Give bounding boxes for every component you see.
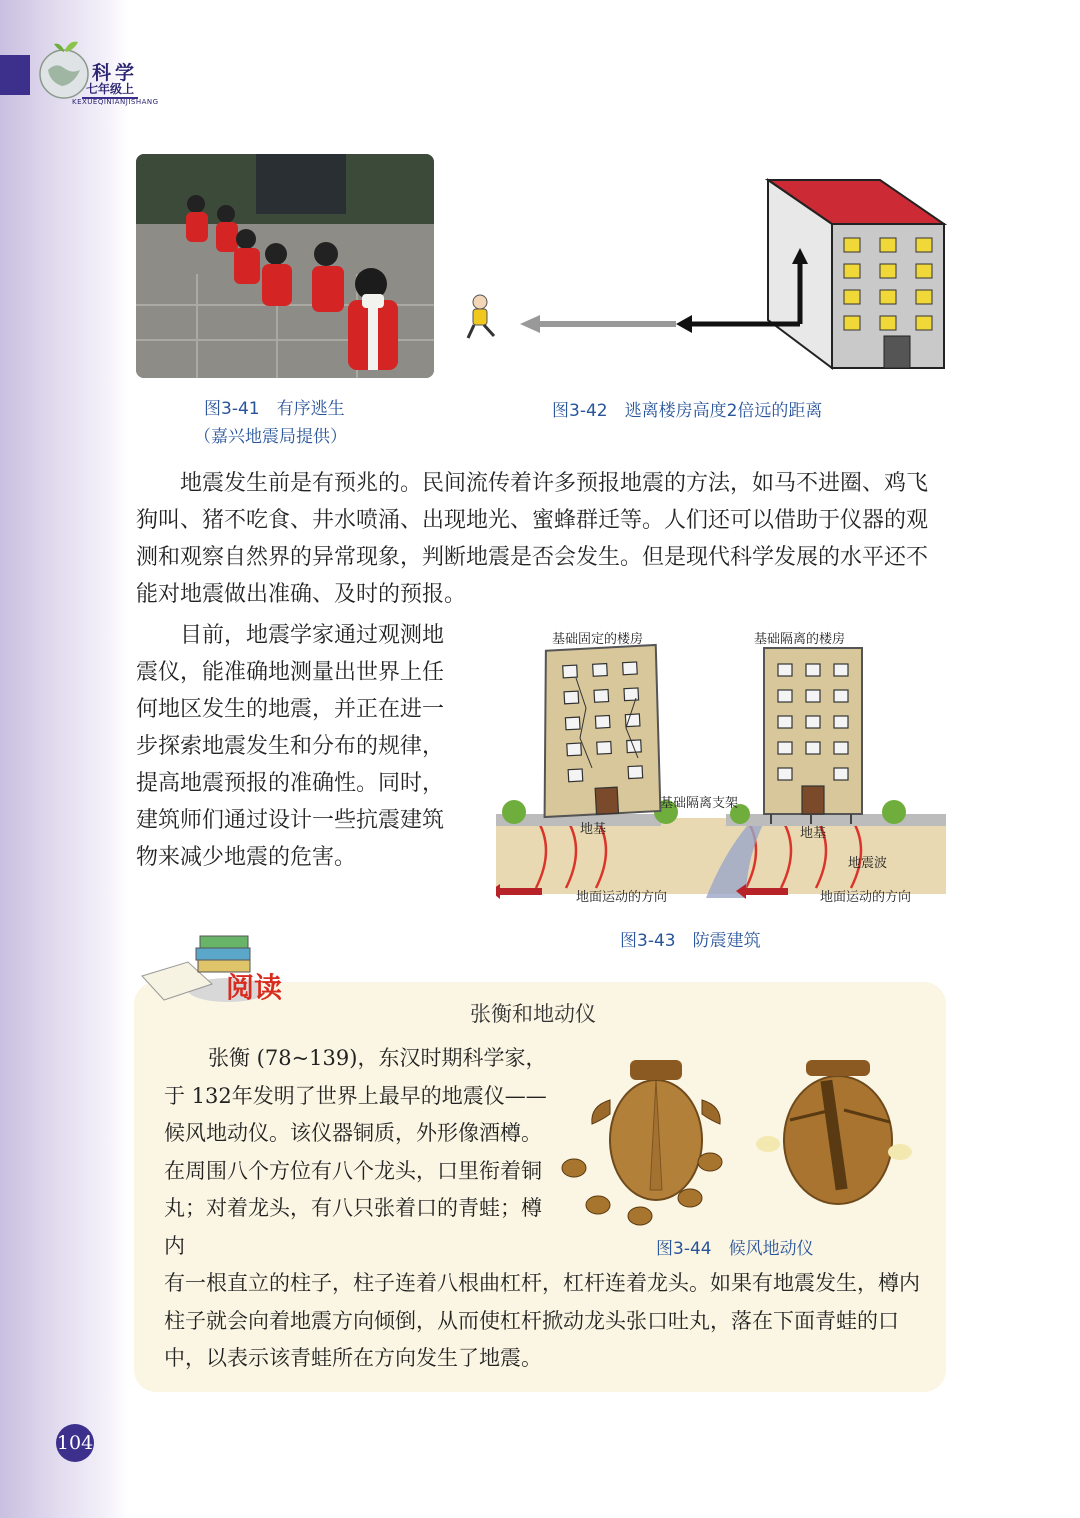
page-number: 104 — [56, 1424, 94, 1462]
label-ground-motion-right: 地面运动的方向 — [820, 890, 912, 905]
label-isolated-building: 基础隔离的楼房 — [754, 632, 846, 647]
fig41-source: （嘉兴地震局提供） — [194, 427, 347, 447]
header-subject: 科学 — [92, 62, 139, 84]
quake-proof-building-figure — [496, 618, 946, 914]
header-pinyin: KEXUEQINIANJISHANG — [72, 98, 159, 106]
label-fixed-building: 基础固定的楼房 — [552, 632, 644, 647]
reading-text-part2: 有一根直立的柱子，柱子连着八根曲杠杆，杠杆连着龙头。如果有地震发生，樽内柱子就会向着地震方向倾倒，从而使杠杆掀动龙头张口吐丸，落在下面青蛙的口中，以表示该青蛙所在方向发生了地震。 — [164, 1271, 920, 1370]
seismoscope-illustration — [560, 1040, 930, 1230]
label-foundation-right: 地基 — [800, 826, 827, 841]
header-bar — [0, 55, 30, 95]
paragraph-earthquake-signs: 地震发生前是有预兆的。民间流传着许多预报地震的方法，如马不进圈、鸡飞狗叫、猪不吃食、井水喷涌、出现地光、蜜蜂群迁等。人们还可以借助于仪器的观测和观察自然界的异常现象，判断地震是否会发生。但是现代科学发展的水平还不能对地震做出准确、及时的预报。 — [136, 471, 929, 607]
evacuation-photo — [136, 154, 434, 378]
escape-distance-diagram — [460, 170, 960, 380]
label-seismic-wave: 地震波 — [848, 856, 888, 871]
fig41-caption: 图3-41 有序逃生 — [204, 399, 345, 419]
header-grade: 七年级上 — [82, 80, 138, 99]
reading-label: 阅读 — [226, 971, 283, 1004]
label-isolation-support: 基础隔离支架 — [660, 796, 739, 811]
reading-heading: 张衡和地动仪 — [470, 1002, 596, 1026]
fig42-caption: 图3-42 逃离楼房高度2倍远的距离 — [552, 401, 823, 421]
side-decorative-band — [0, 0, 130, 1518]
reading-text-part1: 张衡 (78~139)，东汉时期科学家，于 132年发明了世界上最早的地震仪—— 候风地动仪。该仪器铜质，外形像酒樽。在周围八个方位有八个龙头，口里衔着铜丸；对着龙头，有八只张着口的青蛙；樽内 — [164, 1046, 547, 1258]
label-foundation-left: 地基 — [580, 822, 607, 837]
label-ground-motion-left: 地面运动的方向 — [576, 890, 668, 905]
fig43-caption: 图3-43 防震建筑 — [620, 931, 761, 951]
fig44-caption: 图3-44 候风地动仪 — [656, 1239, 814, 1259]
paragraph-seismologists: 目前，地震学家通过观测地震仪，能准确地测量出世界上任何地区发生的地震，并正在进一步探索地震发生和分布的规律，提高地震预报的准确性。同时，建筑师们通过设计一些抗震建筑物来减少地震的危害。 — [136, 623, 445, 870]
